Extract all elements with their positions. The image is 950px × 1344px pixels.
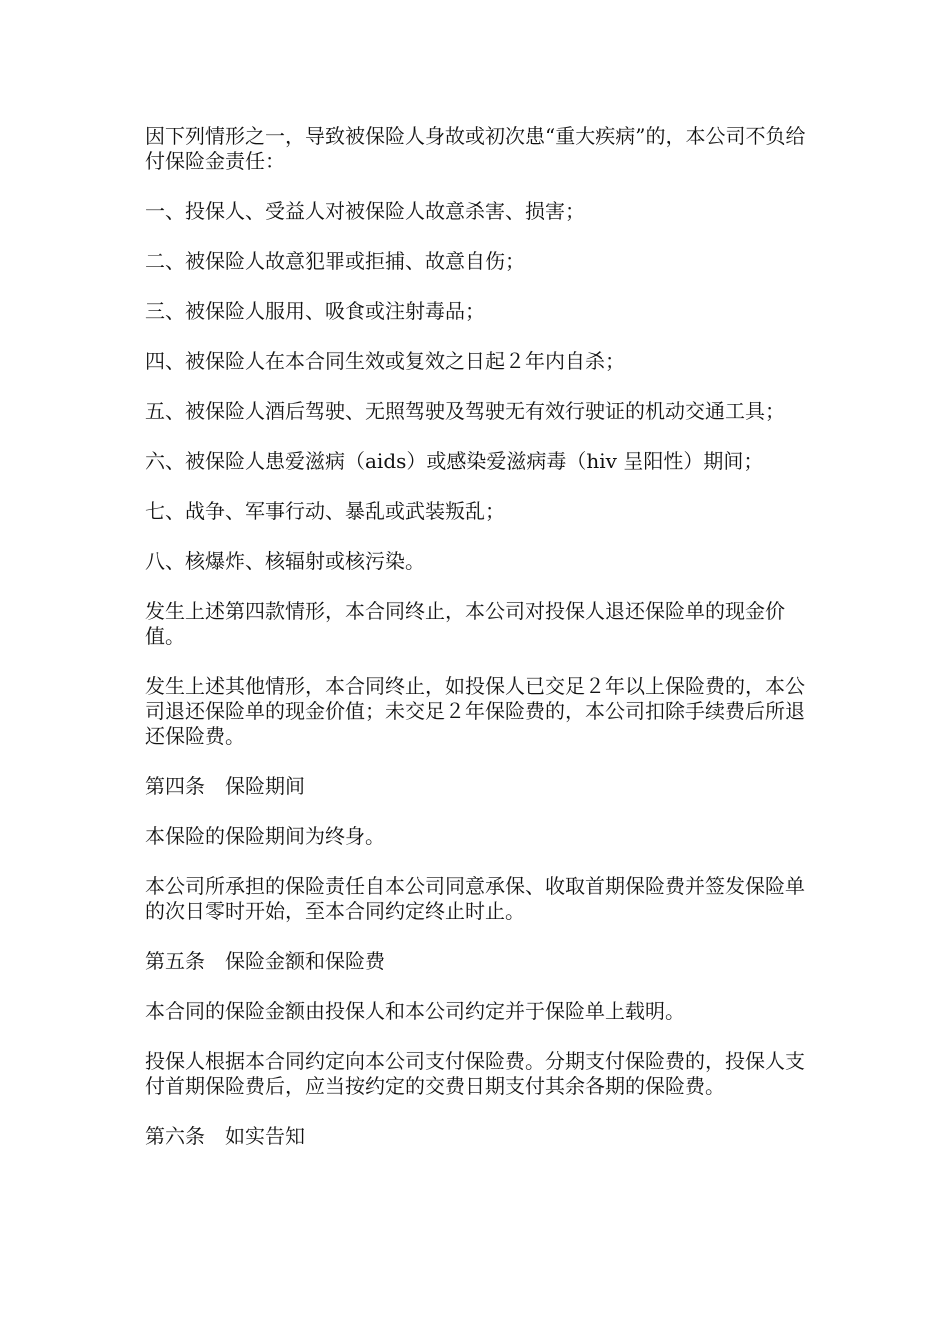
exclusion-item-8: 八、核爆炸、核辐射或核污染。 — [145, 549, 425, 573]
exclusion-item-5: 五、被保险人酒后驾驶、无照驾驶及驾驶无有效行驶证的机动交通工具； — [145, 399, 785, 423]
article-5-heading: 第五条 保险金额和保险费 — [145, 949, 385, 973]
article-6-heading: 第六条 如实告知 — [145, 1124, 305, 1148]
article-5-body-2: 投保人根据本合同约定向本公司支付保险费。分期支付保险费的，投保人支付首期保险费后，应当按约定的交费日期支付其余各期的保险费。 — [145, 1049, 805, 1098]
exclusion-consequence-4: 发生上述第四款情形，本合同终止，本公司对投保人退还保险单的现金价值。 — [145, 599, 785, 648]
article-4-heading: 第四条 保险期间 — [145, 774, 305, 798]
article-4-body-2: 本公司所承担的保险责任自本公司同意承保、收取首期保险费并签发保险单的次日零时开始，至本合同约定终止时止。 — [145, 874, 805, 923]
exclusion-item-1: 一、投保人、受益人对被保险人故意杀害、损害； — [145, 199, 585, 223]
exclusion-item-7: 七、战争、军事行动、暴乱或武装叛乱； — [145, 499, 505, 523]
exclusions-intro: 因下列情形之一，导致被保险人身故或初次患“重大疾病”的，本公司不负给付保险金责任： — [145, 124, 806, 173]
exclusion-item-6: 六、被保险人患爱滋病（aids）或感染爱滋病毒（hiv 呈阳性）期间； — [145, 449, 764, 473]
exclusion-consequence-other: 发生上述其他情形，本合同终止，如投保人已交足２年以上保险费的，本公司退还保险单的现金价值；未交足２年保险费的，本公司扣除手续费后所退还保险费。 — [145, 674, 805, 748]
article-5-body-1: 本合同的保险金额由投保人和本公司约定并于保险单上载明。 — [145, 999, 685, 1023]
exclusion-item-4: 四、被保险人在本合同生效或复效之日起２年内自杀； — [145, 349, 625, 373]
article-4-body-1: 本保险的保险期间为终身。 — [145, 824, 385, 848]
exclusion-item-2: 二、被保险人故意犯罪或拒捕、故意自伤； — [145, 249, 525, 273]
document-body — [145, 124, 810, 1174]
exclusion-item-3: 三、被保险人服用、吸食或注射毒品； — [145, 299, 485, 323]
